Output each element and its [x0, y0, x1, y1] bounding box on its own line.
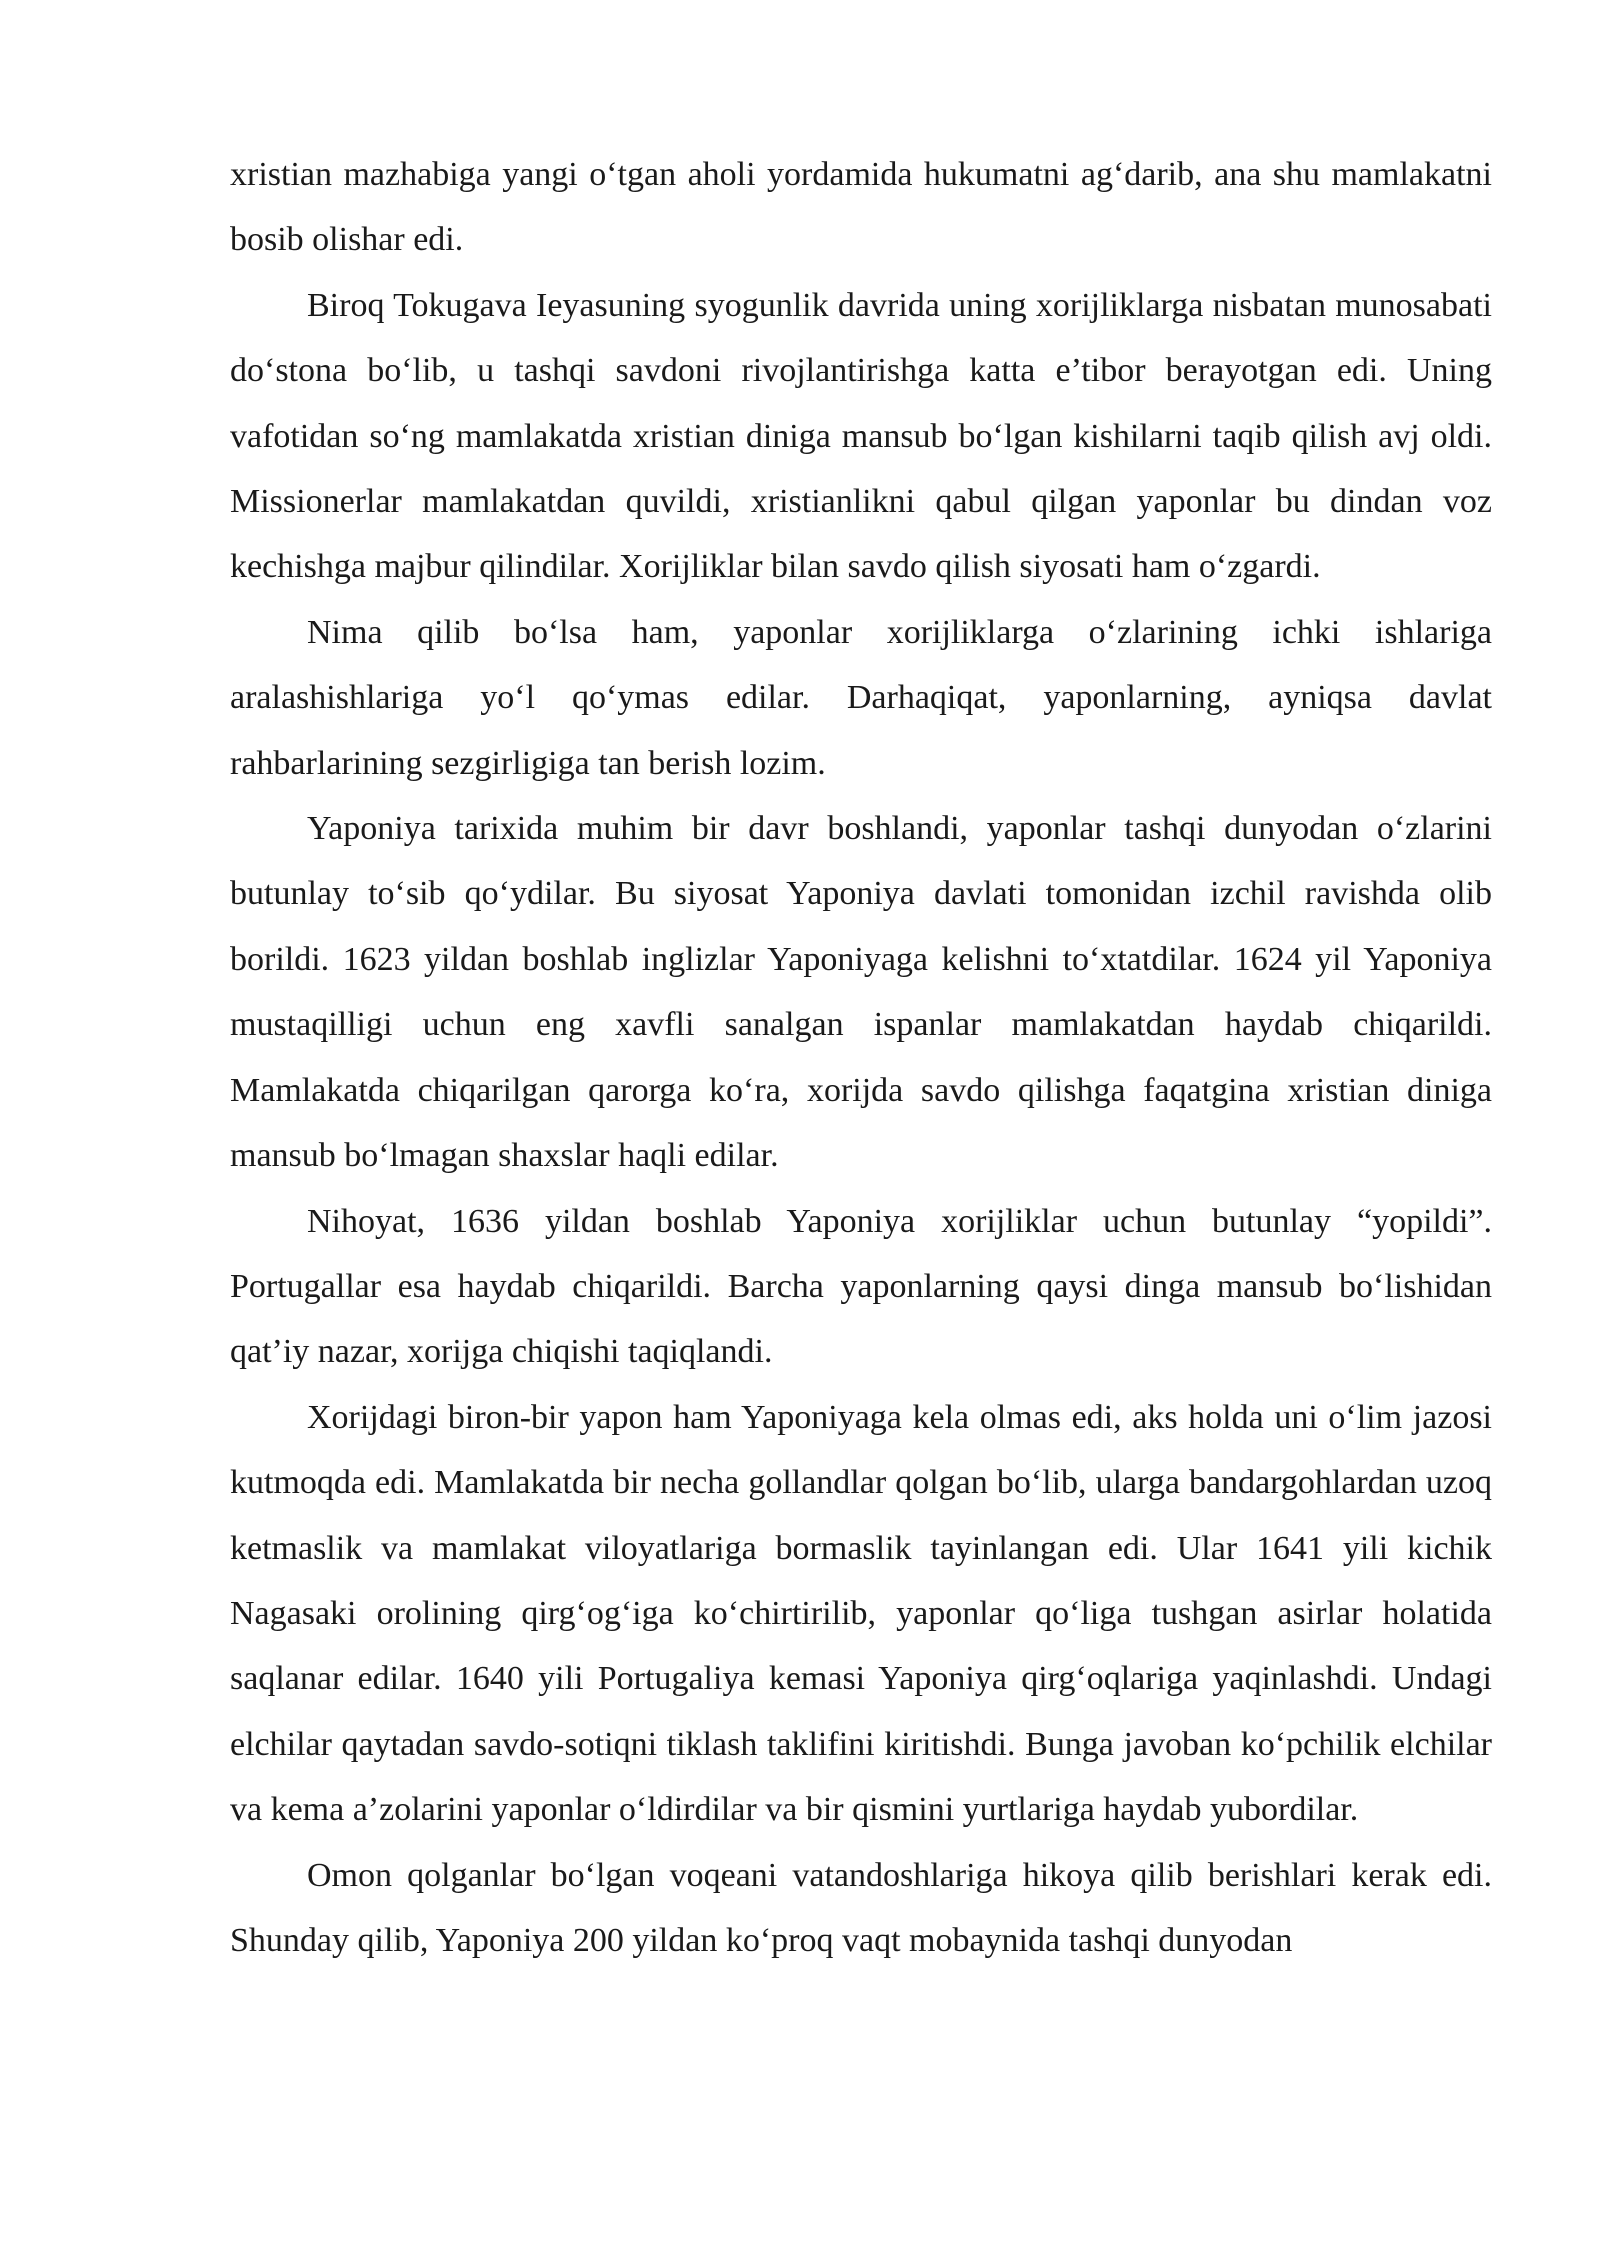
paragraph: Nihoyat, 1636 yildan boshlab Yaponiya xorijliklar uchun butunlay “yopildi”. Portugallar esa haydab chiqarildi. Barcha yaponlarning qaysi dinga mansub bo‘lishidan qat’iy nazar, xorijga chiqishi taqiqlandi.	[230, 1202, 1492, 1371]
paragraph: Omon qolganlar bo‘lgan voqeani vatandoshlariga hikoya qilib berishlari kerak edi. Shunday qilib, Yaponiya 200 yildan ko‘proq vaqt mobaynida tashqi dunyodan	[230, 1856, 1492, 1959]
paragraph: Biroq Tokugava Ieyasuning syogunlik davrida uning xorijliklarga nisbatan munosabati do‘stona bo‘lib, u tashqi savdoni rivojlantirishga katta e’tibor berayotgan edi. Uning vafotidan so‘ng mamlakatda xristian diniga mansub bo‘lgan kishilarni taqib qilish avj oldi. Missionerlar mamlakatdan quvildi, xristianlikni qabul qilgan yaponlar bu dindan voz kechishga majbur qilindilar. Xorijliklar bilan savdo qilish siyosati ham o‘zgardi.	[230, 286, 1492, 586]
paragraph: Yaponiya tarixida muhim bir davr boshlandi, yaponlar tashqi dunyodan o‘zlarini butunlay to‘sib qo‘ydilar. Bu siyosat Yaponiya davlati tomonidan izchil ravishda olib borildi. 1623 yildan boshlab inglizlar Yaponiyaga kelishni to‘xtatdilar. 1624 yil Yaponiya mustaqilligi uchun eng xavfli sanalgan ispanlar mamlakatdan haydab chiqarildi. Mamlakatda chiqarilgan qarorga ko‘ra, xorijda savdo qilishga faqatgina xristian diniga mansub bo‘lmagan shaxslar haqli edilar.	[230, 810, 1492, 1175]
paragraph: Nima qilib bo‘lsa ham, yaponlar xorijliklarga o‘zlarining ichki ishlariga aralashishlariga yo‘l qo‘ymas edilar. Darhaqiqat, yaponlarning, ayniqsa davlat rahbarlarining sezgirligiga tan berish lozim.	[230, 613, 1492, 782]
document-body	[230, 142, 1492, 1973]
paragraph: Xorijdagi biron-bir yapon ham Yaponiyaga kela olmas edi, aks holda uni o‘lim jazosi kutmoqda edi. Mamlakatda bir necha gollandlar qolgan bo‘lib, ularga bandargohlardan uzoq ketmaslik va mamlakat viloyatlariga bormaslik tayinlangan edi. Ular 1641 yili kichik Nagasaki orolining qirg‘og‘iga ko‘chirtirilib, yaponlar qo‘liga tushgan asirlar holatida saqlanar edilar. 1640 yili Portugaliya kemasi Yaponiya qirg‘oqlariga yaqinlashdi. Undagi elchilar qaytadan savdo-sotiqni tiklash taklifini kiritishdi. Bunga javoban ko‘pchilik elchilar va kema a’zolarini yaponlar o‘ldirdilar va bir qismini yurtlariga haydab yubordilar.	[230, 1398, 1492, 1829]
paragraph-continuation: xristian mazhabiga yangi o‘tgan aholi yordamida hukumatni ag‘darib, ana shu mamlakatni bosib olishar edi.	[230, 156, 1492, 259]
